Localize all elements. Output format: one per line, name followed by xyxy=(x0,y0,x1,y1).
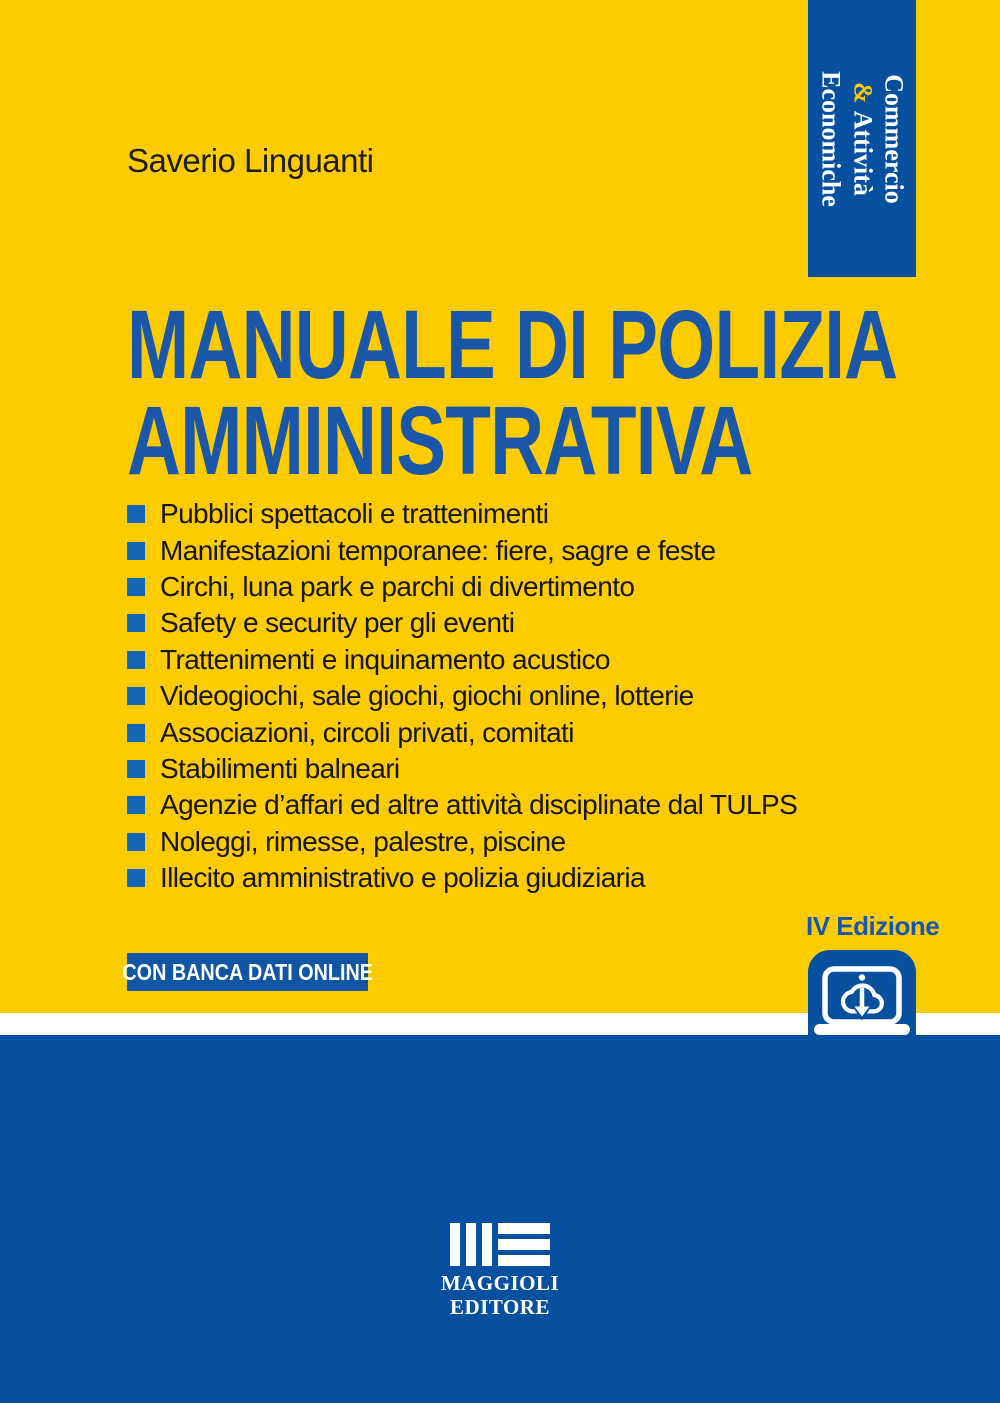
book-title xyxy=(127,290,898,495)
square-bullet-icon xyxy=(127,542,145,560)
topic-item xyxy=(127,824,797,860)
series-tab xyxy=(808,0,916,277)
square-bullet-icon xyxy=(127,614,145,632)
series-tab-text xyxy=(808,0,916,277)
square-bullet-icon xyxy=(127,651,145,669)
topics-list xyxy=(127,496,797,896)
topic-label: Stabilimenti balneari xyxy=(160,752,400,784)
topic-item xyxy=(127,678,797,714)
topic-label: Agenzie d’affari ed altre attività disciplinate dal TULPS xyxy=(160,789,798,821)
topic-item xyxy=(127,714,797,750)
topic-label: Pubblici spettacoli e trattenimenti xyxy=(160,498,549,530)
topic-label: Trattenimenti e inquinamento acustico xyxy=(160,643,610,675)
topic-item xyxy=(127,860,797,896)
series-line3: Economiche xyxy=(816,70,846,207)
book-title-line2: AMMINISTRATIVA xyxy=(127,386,753,495)
topic-label: Noleggi, rimesse, palestre, piscine xyxy=(160,825,566,857)
topic-label: Associazioni, circoli privati, comitati xyxy=(160,716,574,748)
edition-label: IV Edizione xyxy=(806,911,940,941)
square-bullet-icon xyxy=(127,687,145,705)
topic-label: Videogiochi, sale giochi, giochi online, lotterie xyxy=(160,680,694,712)
series-ampersand: & xyxy=(847,81,877,104)
topic-label: Safety e security per gli eventi xyxy=(160,607,515,639)
topic-label: Illecito amministrativo e polizia giudiziaria xyxy=(160,862,645,894)
topic-item xyxy=(127,787,797,823)
series-line2: Attività xyxy=(847,110,877,196)
author-name: Saverio Linguanti xyxy=(127,142,374,179)
publisher-subname: EDITORE xyxy=(450,1295,550,1319)
maggioli-monogram-icon xyxy=(450,1223,550,1266)
topic-item xyxy=(127,569,797,605)
online-database-banner-label: CON BANCA DATI ONLINE xyxy=(122,958,373,985)
square-bullet-icon xyxy=(127,833,145,851)
topic-label: Circhi, luna park e parchi di divertimento xyxy=(160,570,635,602)
topic-item xyxy=(127,751,797,787)
series-line1: Commercio xyxy=(878,73,908,204)
bottom-blue-band xyxy=(0,1035,1000,1403)
square-bullet-icon xyxy=(127,724,145,742)
publisher-name: MAGGIOLI xyxy=(440,1271,560,1295)
publisher-logo xyxy=(0,1223,1000,1318)
square-bullet-icon xyxy=(127,869,145,887)
topic-item xyxy=(127,605,797,641)
square-bullet-icon xyxy=(127,760,145,778)
book-title-line1: MANUALE DI POLIZIA xyxy=(127,290,898,399)
topic-item xyxy=(127,496,797,532)
square-bullet-icon xyxy=(127,578,145,596)
square-bullet-icon xyxy=(127,505,145,523)
topic-label: Manifestazioni temporanee: fiere, sagre e feste xyxy=(160,534,716,566)
square-bullet-icon xyxy=(127,796,145,814)
laptop-cloud-download-icon xyxy=(808,950,916,1070)
topic-item xyxy=(127,642,797,678)
topic-item xyxy=(127,532,797,568)
online-database-banner xyxy=(122,953,373,991)
